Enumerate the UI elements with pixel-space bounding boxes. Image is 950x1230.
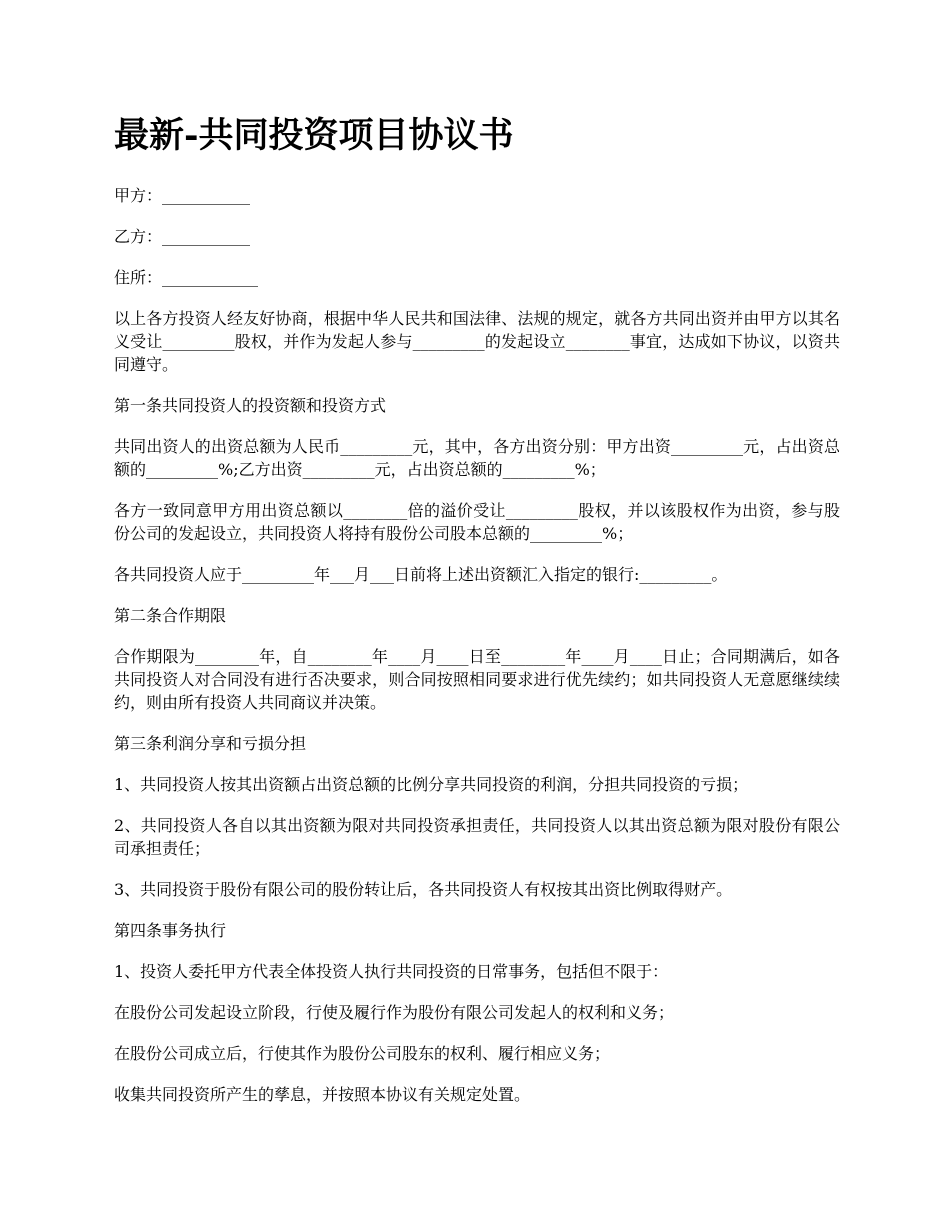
article-3-item-1: 1、共同投资人按其出资额占出资总额的比例分享共同投资的利润，分担共同投资的亏损； bbox=[114, 775, 749, 794]
address-line: 住所：____________ bbox=[114, 268, 259, 287]
article-4-subitem-3: 收集共同投资所产生的孳息，并按照本协议有关规定处置。 bbox=[114, 1085, 531, 1104]
article-3-item-3: 3、共同投资于股份有限公司的股份转让后，各共同投资人有权按其出资比例取得财产。 bbox=[114, 880, 733, 899]
party-b-line: 乙方：___________ bbox=[114, 227, 251, 246]
article-4-subitem-1: 在股份公司发起设立阶段，行使及履行作为股份有限公司发起人的权利和义务； bbox=[114, 1003, 675, 1022]
article-4-heading: 第四条事务执行 bbox=[114, 921, 227, 940]
document-title: 最新-共同投资项目协议书 bbox=[114, 115, 514, 156]
article-1-paragraph-1: 共同出资人的出资总额为人民币_________元，其中，各方出资分别：甲方出资_________元，占出资总额的_________%;乙方出资_________元，占出资总额的_________%； bbox=[114, 437, 840, 479]
article-2-heading: 第二条合作期限 bbox=[114, 606, 227, 625]
party-a-line: 甲方：___________ bbox=[114, 186, 251, 205]
article-3-heading: 第三条利润分享和亏损分担 bbox=[114, 734, 307, 753]
article-4-subitem-2: 在股份公司成立后，行使其作为股份公司股东的权利、履行相应义务； bbox=[114, 1044, 611, 1063]
article-1-paragraph-3: 各共同投资人应于_________年___月___日前将上述出资额汇入指定的银行:_________。 bbox=[114, 565, 728, 584]
article-1-paragraph-2: 各方一致同意甲方用出资总额以________倍的溢价受让_________股权，并以该股权作为出资，参与股份公司的发起设立，共同投资人将持有股份公司股本总额的_________%； bbox=[114, 501, 840, 543]
article-2-paragraph: 合作期限为________年，自________年____月____日至________年____月____日止；合同期满后，如各共同投资人对合同没有进行否决要求，则合同按照相同要求进行优先续约；如共同投资人无意愿继续续约，则由所有投资人共同商议并决策。 bbox=[114, 647, 840, 712]
article-1-heading: 第一条共同投资人的投资额和投资方式 bbox=[114, 396, 387, 415]
document-page bbox=[114, 112, 840, 1124]
article-4-item-1: 1、投资人委托甲方代表全体投资人执行共同投资的日常事务，包括但不限于： bbox=[114, 962, 669, 981]
article-3-item-2: 2、共同投资人各自以其出资额为限对共同投资承担责任，共同投资人以其出资总额为限对股份有限公司承担责任； bbox=[114, 816, 840, 858]
preamble-paragraph: 以上各方投资人经友好协商，根据中华人民共和国法律、法规的规定，就各方共同出资并由甲方以其名义受让_________股权，并作为发起人参与_________的发起设立________事宜，达成如下协议，以资共同遵守。 bbox=[114, 309, 840, 374]
